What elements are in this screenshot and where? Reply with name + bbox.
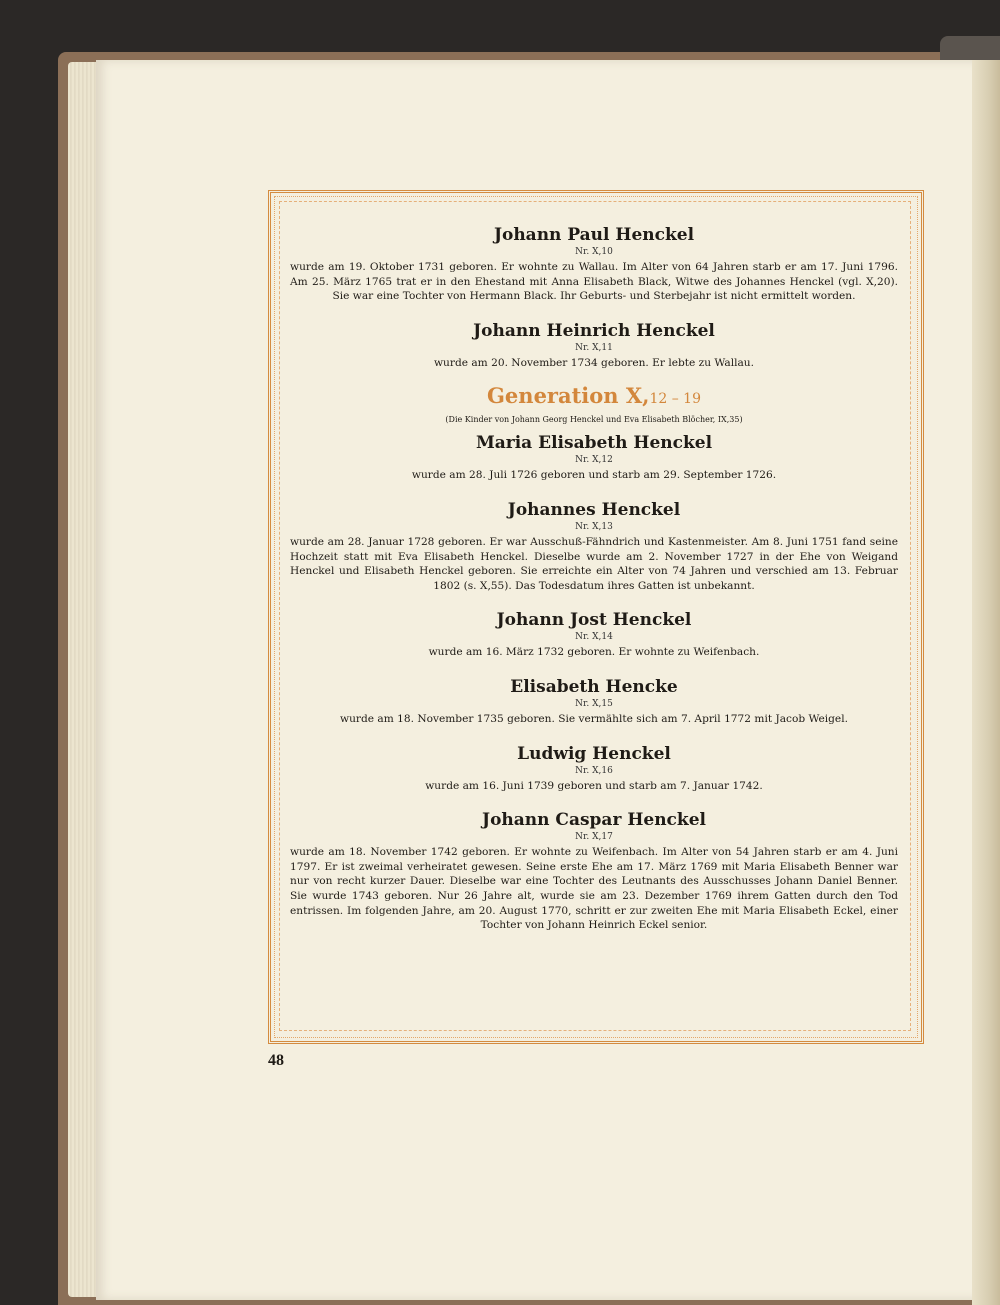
entry-maria-elisabeth	[290, 432, 898, 483]
person-name: Johannes Henckel	[507, 499, 681, 520]
entry-text: wurde am 20. November 1734 geboren. Er lebte zu Wallau.	[433, 356, 754, 369]
generation-heading	[290, 383, 898, 426]
entry-text: wurde am 18. November 1742 geboren. Er wohnte zu Weifenbach. Im Alter von 54 Jahren starb er am 4. Juni 1797. Er ist zweimal verheiratet gewesen. Seine erste Ehe am 17. März 1769 mit Maria Elisabeth Benner war nur von recht kurzer Dauer. Dieselbe war eine Tochter des Leutnants des Ausschusses Johann Daniel Benner. Sie wurde 1743 geboren. Nur 26 Jahre alt, wurde sie am 23. Dezember 1769 ihrem Gatten durch den Tod entrissen. Im folgenden Jahre, am 20. August 1770, schritt er zur zweiten Ehe mit Maria Elisabeth Eckel, einer Tochter von Johann Heinrich Eckel senior.	[290, 846, 898, 932]
entry-text: wurde am 28. Juli 1726 geboren und starb am 29. September 1726.	[411, 469, 777, 482]
generation-title	[290, 383, 898, 412]
entry-johann-heinrich	[290, 320, 898, 371]
person-name: Ludwig Henckel	[517, 743, 671, 764]
book-gutter-right	[972, 60, 1000, 1305]
entry-text: wurde am 16. März 1732 geboren. Er wohnte zu Weifenbach.	[428, 646, 760, 659]
person-name: Johann Paul Henckel	[493, 225, 695, 245]
entry-number: Nr. X,14	[575, 632, 613, 643]
person-name: Elisabeth Hencke	[510, 676, 678, 697]
person-name: Johann Jost Henckel	[496, 610, 692, 631]
entry-number: Nr. X,13	[575, 521, 613, 532]
entry-number: Nr. X,12	[575, 455, 613, 466]
entry-johann-jost	[290, 609, 898, 660]
generation-range: 12 – 19	[649, 391, 701, 408]
entry-number: Nr. X,11	[575, 342, 613, 353]
entry-johann-paul	[290, 224, 898, 304]
entry-number: Nr. X,15	[575, 698, 613, 709]
person-name: Johann Caspar Henckel	[482, 810, 706, 831]
page-number: 48	[268, 1052, 284, 1069]
page-stack-edges	[68, 62, 98, 1297]
entry-johann-caspar	[290, 809, 898, 933]
entry-text: wurde am 16. Juni 1739 geboren und starb am 7. Januar 1742.	[425, 779, 763, 792]
entry-elisabeth	[290, 676, 898, 727]
entry-text: wurde am 28. Januar 1728 geboren. Er war Ausschuß-Fähndrich und Kastenmeister. Am 8. Juni 1751 fand seine Hochzeit statt mit Eva Elisabeth Henckel. Dieselbe wurde am 2. November 1727 in der Ehe von Weigand Henckel und Elisabeth Henckel geboren. Sie erreichte ein Alter von 74 Jahren und verschied am 13. Februar 1802 (s. X,55). Das Todesdatum ihres Gatten ist unbekannt.	[290, 535, 898, 592]
person-name: Maria Elisabeth Henckel	[475, 433, 713, 454]
generation-title-text: Generation X,	[487, 383, 650, 409]
entry-number: Nr. X,17	[575, 832, 613, 843]
page-content	[290, 224, 898, 933]
entry-ludwig	[290, 743, 898, 794]
person-name: Johann Heinrich Henckel	[473, 320, 715, 341]
entry-number: Nr. X,16	[575, 765, 613, 776]
entry-johannes	[290, 499, 898, 593]
entry-text: wurde am 18. November 1735 geboren. Sie vermählte sich am 7. April 1772 mit Jacob Weigel.	[340, 712, 848, 725]
entry-number: Nr. X,10	[575, 247, 613, 257]
generation-note: (Die Kinder von Johann Georg Henckel und Eva Elisabeth Blöcher, IX,35)	[445, 415, 743, 425]
entry-text: wurde am 19. Oktober 1731 geboren. Er wohnte zu Wallau. Im Alter von 64 Jahren starb er am 17. Juni 1796. Am 25. März 1765 trat er in den Ehestand mit Anna Elisabeth Black, Witwe des Johannes Henckel (vgl. X,20). Sie war eine Tochter von Hermann Black. Ihr Geburts- und Sterbejahr ist nicht ermittelt worden.	[290, 261, 898, 303]
